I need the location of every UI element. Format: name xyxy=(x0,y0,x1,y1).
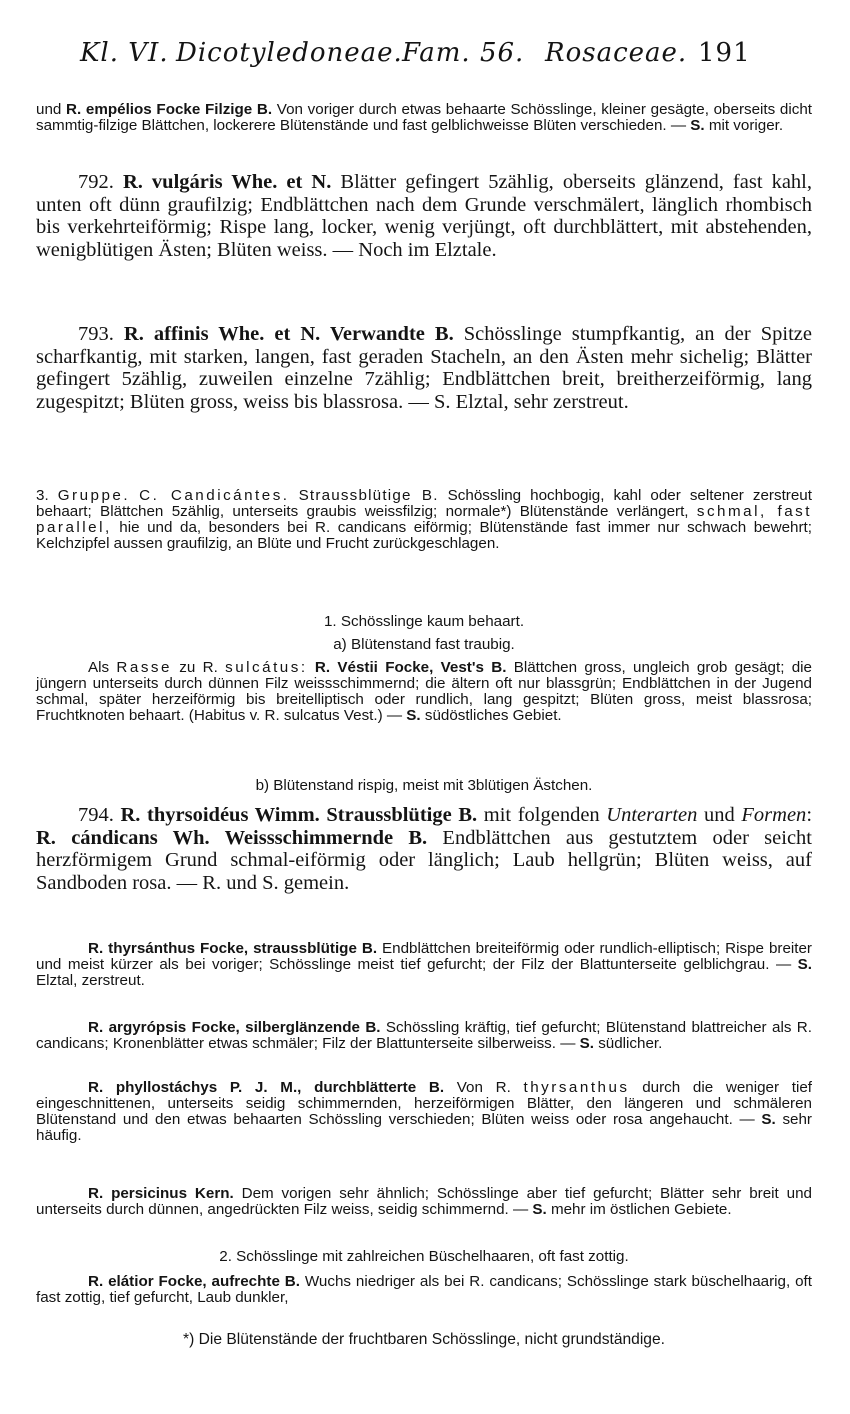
header-family-name: Rosaceae. xyxy=(545,38,688,68)
paragraph-phyllostachys: R. phyllostáchys P. J. M., durchblätterte B. Von R. thyrsanthus durch die weniger tief eingeschnittenen, unterseits seidig schimmernden, herzeiförmigen Blätter, den längeren und schmäleren Blütenstand und den etwas behaarten Schössling verschieden; Blüten weiss oder rosa angehaucht. — S. sehr häufig. xyxy=(36,1079,812,1144)
entry-792: 792. R. vulgáris Whe. et N. Blätter gefingert 5zählig, oberseits glänzend, fast kahl, unten oft dünn graufilzig; Endblättchen nach dem Grunde verschmälert, länglich rhombisch bis verkehrteiförmig; Rispe lang, locker, wenig verjüngt, oft durchblättert, mit abstehenden, wenigblütigen Ästen; Blüten weiss. — Noch im Elztale. xyxy=(36,171,813,261)
header-family: Fam. 56. xyxy=(402,38,525,68)
taxon-name: R. thyrsoidéus Wimm. Straussblütige B. xyxy=(120,804,478,826)
taxon-name: R. argyrópsis Focke, silberglänzende B. xyxy=(88,1019,381,1036)
key-1: 1. Schösslinge kaum behaart. xyxy=(323,613,525,630)
paragraph-vestii: Als Rasse zu R. sulcátus: R. Véstii Focke, Vest's B. Blättchen gross, ungleich grob gesägt; die jüngern unterseits durch dünnen Filz weissschimmernd; die ältern oft nur blassgrün; Endblättchen in der Jugend schmal, später herzeiförmig bis breitelliptisch oder rundlich, lang gespitzt; Blüten gross, meist blassrosa; Fruchtknoten behaart. (Habitus v. R. sulcatus Vest.) — S. südöstliches Gebiet. xyxy=(36,659,812,724)
taxon-name: R. Véstii Focke, Vest's B. xyxy=(314,659,507,676)
entry-793: 793. R. affinis Whe. et N. Verwandte B. Schösslinge stumpfkantig, an der Spitze scharfkantig, mit starken, langen, fast geraden Stacheln, an den Ästen mehr sichelig; Blätter gefingert 5zählig, zuweilen einzelne 7zählig; Endblättchen breit, breitherzeiförmig, lang zugespitzt; Blüten gross, weiss bis blassrosa. — S. Elztal, sehr zerstreut. xyxy=(36,323,812,413)
header-class: Kl. VI. xyxy=(80,38,169,68)
footnote: *) Die Blütenstände der fruchtbaren Schösslinge, nicht grundständige. xyxy=(183,1331,665,1348)
taxon-name: R. phyllostáchys P. J. M., durchblätterte B. xyxy=(88,1079,445,1096)
entry-794: 794. R. thyrsoidéus Wimm. Straussblütige B. mit folgenden Unterarten und Formen: R. cándicans Wh. Weissschimmernde B. Endblättchen aus gestutztem oder seicht herzförmigem Grund schmal-eiförmig oder länglich; Laub hellgrün; Blüten weiss, auf Sandboden rosa. — R. und S. gemein. xyxy=(36,804,813,894)
taxon-name: R. vulgáris Whe. et N. xyxy=(122,171,332,193)
paragraph-empelios: und R. empélios Focke Filzige B. Von voriger durch etwas behaarte Schösslinge, kleiner gesägte, oberseits dicht sammtig-filzige Blättchen, lockerere Blütenstände und fast gelblichweisse Blüten verschieden. — S. mit voriger. xyxy=(36,101,812,134)
key-1b: b) Blütenstand rispig, meist mit 3blütigen Ästchen. xyxy=(255,777,593,794)
paragraph-elatior: R. elátior Focke, aufrechte B. Wuchs niedriger als bei R. candicans; Schösslinge stark büschelhaarig, oft fast zottig, tief gefurcht, Laub dunkler, xyxy=(36,1273,812,1306)
key-1a: a) Blütenstand fast traubig. xyxy=(333,636,515,653)
taxon-name: R. affinis Whe. et N. xyxy=(123,323,321,345)
header-subclass: Dicotyledoneae. xyxy=(176,38,403,68)
taxon-name: R. empélios Focke Filzige B. xyxy=(66,101,273,118)
taxon-name: R. persicinus Kern. xyxy=(88,1185,234,1202)
paragraph-thyrsanthus: R. thyrsánthus Focke, straussblütige B. Endblättchen breiteiförmig oder rundlich-elliptisch; Rispe breiter und meist kürzer als bei voriger; Schösslinge meist tief gefurcht; der Filz der Blattunterseite gelblichgrau. — S. Elztal, zerstreut. xyxy=(36,940,812,989)
page-number: 191 xyxy=(698,38,751,68)
key-2: 2. Schösslinge mit zahlreichen Büschelhaaren, oft fast zottig. xyxy=(219,1248,629,1265)
paragraph-argyropsis: R. argyrópsis Focke, silberglänzende B. Schössling kräftig, tief gefurcht; Blütenstand blattreicher als R. candicans; Kronenblätter etwas schmäler; Filz der Blattunterseite silberweiss. — S. südlicher. xyxy=(36,1019,812,1052)
paragraph-persicinus: R. persicinus Kern. Dem vorigen sehr ähnlich; Schösslinge aber tief gefurcht; Blätter sehr breit und unterseits durch dünnen, angedrückten Filz weiss, seidig schimmernd. — S. mehr im östlichen Gebiete. xyxy=(36,1185,812,1218)
running-header xyxy=(80,38,776,78)
taxon-name: R. elátior Focke, aufrechte B. xyxy=(88,1273,300,1290)
taxon-name: R. thyrsánthus Focke, straussblütige B. xyxy=(88,940,378,957)
group-3-candicantes: 3. Gruppe. C. Candicántes. Straussblütige B. Schössling hochbogig, kahl oder seltener zerstreut behaart; Blättchen 5zählig, unterseits graubis weissfilzig; normale*) Blütenstände verlängert, schmal, fast parallel, hie und da, besonders bei R. candicans eiförmig; Blütenstände fast immer nur schwach bewehrt; Kelchzipfel aussen graufilzig, an Blüte und Frucht zurückgeschlagen. xyxy=(36,487,812,552)
